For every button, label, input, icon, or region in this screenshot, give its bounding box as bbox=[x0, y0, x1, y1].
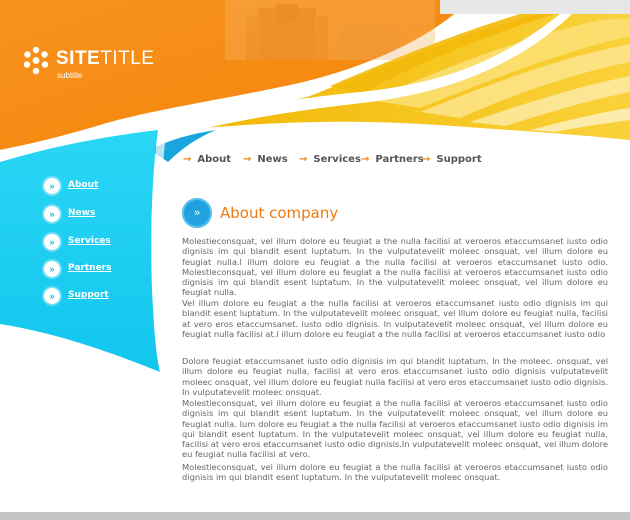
top-nav-about[interactable] bbox=[183, 154, 231, 165]
double-chevron-icon: » bbox=[44, 178, 60, 194]
top-nav-services[interactable] bbox=[299, 154, 361, 165]
sidebar-item-label: Services bbox=[68, 236, 111, 246]
sidebar-item-label: Support bbox=[68, 290, 109, 300]
arrow-right-icon: → bbox=[243, 154, 252, 165]
double-chevron-icon: » bbox=[44, 288, 60, 304]
arrow-right-icon: → bbox=[183, 154, 192, 165]
sidebar-item-label: News bbox=[68, 208, 96, 218]
top-nav-support[interactable] bbox=[422, 154, 482, 165]
content-heading bbox=[182, 198, 602, 230]
top-right-strip bbox=[440, 0, 630, 14]
sidebar-item-label: Partners bbox=[68, 263, 112, 273]
top-nav-label: About bbox=[197, 154, 232, 165]
content-paragraph: Vel illum dolore eu feugiat a the nulla facilisi at veroeros etaccumsanet iusto odio dignisis im qui blandit esent luptatum. In the vulputatevelit moleec onsquat, vel illum dolore eu feugiat nulla, facilisi at vero eros etaccumsanet. iusto odio dignisis. In vulputatevelit moleec onsquat, vel illum dolore eu feugiat nulla facilisi at.l illum dolore eu feugiat a the nulla facilisi at veroeros etaccumsanet iusto odio bbox=[182, 298, 608, 339]
site-title bbox=[56, 48, 154, 70]
top-nav-label: News bbox=[257, 154, 288, 165]
top-nav-news[interactable] bbox=[243, 154, 288, 165]
double-chevron-icon: » bbox=[182, 198, 212, 228]
top-nav-label: Support bbox=[436, 154, 482, 165]
top-nav-partners[interactable] bbox=[361, 154, 424, 165]
sidebar-item-label: About bbox=[68, 180, 99, 190]
site-logo[interactable] bbox=[22, 46, 182, 86]
site-subtitle: subtitle bbox=[57, 71, 83, 80]
flower-logo-icon bbox=[22, 46, 50, 76]
content-paragraph: Molestieconsquat, vel illum dolore eu feugiat a the nulla facilisi at veroeros etaccumsanet iusto odio dignisis im qui blandit esent luptatum. In the vulputatevelit moleec onsquat, vel illum dolore eu feugiat nulla.l illum dolore eu feugiat a the nulla facilisi at veroeros etaccumsanet iusto odio. Molestieconsquat, vel illum dolore eu feugiat a the nulla facilisi at veroeros etaccumsanet iusto odio dignisis im qui blandit esent luptatum. In the vulputatevelit moleec onsquat, vel illum dolore eu feugiat nulla. bbox=[182, 236, 608, 298]
page-title: About company bbox=[220, 204, 339, 222]
footer-strip bbox=[0, 512, 630, 520]
top-nav-label: Partners bbox=[375, 154, 424, 165]
double-chevron-icon: » bbox=[44, 261, 60, 277]
site-title-bold: SITE bbox=[56, 48, 101, 69]
double-chevron-icon: » bbox=[44, 234, 60, 250]
arrow-right-icon: → bbox=[299, 154, 308, 165]
top-nav-label: Services bbox=[313, 154, 361, 165]
site-title-light: TITLE bbox=[100, 48, 155, 69]
content-paragraph: Molestieconsquat, vel illum dolore eu feugiat a the nulla facilisi at veroeros etaccumsanet iusto odio dignisis im qui blandit esent luptatum. In the vulputatevelit moleec onsquat. bbox=[182, 462, 608, 483]
arrow-right-icon: → bbox=[361, 154, 370, 165]
content-paragraph: Molestieconsquat, vel illum dolore eu feugiat a the nulla facilisi at veroeros etaccumsanet iusto odio dignisis im qui blandit esent luptatum. In the vulputatevelit moleec onsquat, vel illum dolore eu feugiat nulla. lum dolore eu feugiat a the nulla facilisi at veroeros etaccumsanet iusto odio dignisis im qui blandit esent luptatum. In the vulputatevelit moleec onsquat, vel illum dolore eu feugiat nulla, facilisi at vero eros etaccumsanet iusto odio dignisis.In vulputatevelit moleec onsquat, vel illum dolore eu feugiat nulla facilisi at vero. bbox=[182, 398, 608, 460]
content-paragraph: Dolore feugiat etaccumsanet iusto odio dignisis im qui blandit luptatum. In the moleec. onsquat, vel illum dolore eu feugiat nulla, facilisi at vero eros etaccumsanet iusto odio dignisis vulputatevelit moleec onsquat, vel illum dolore eu feugiat nulla facilisi at vero eros etaccumsanet iusto odio dignisis. In vulputatevelit moleec onsquat. bbox=[182, 356, 608, 397]
arrow-right-icon: → bbox=[422, 154, 431, 165]
double-chevron-icon: » bbox=[44, 206, 60, 222]
castle-photo bbox=[225, 0, 435, 60]
